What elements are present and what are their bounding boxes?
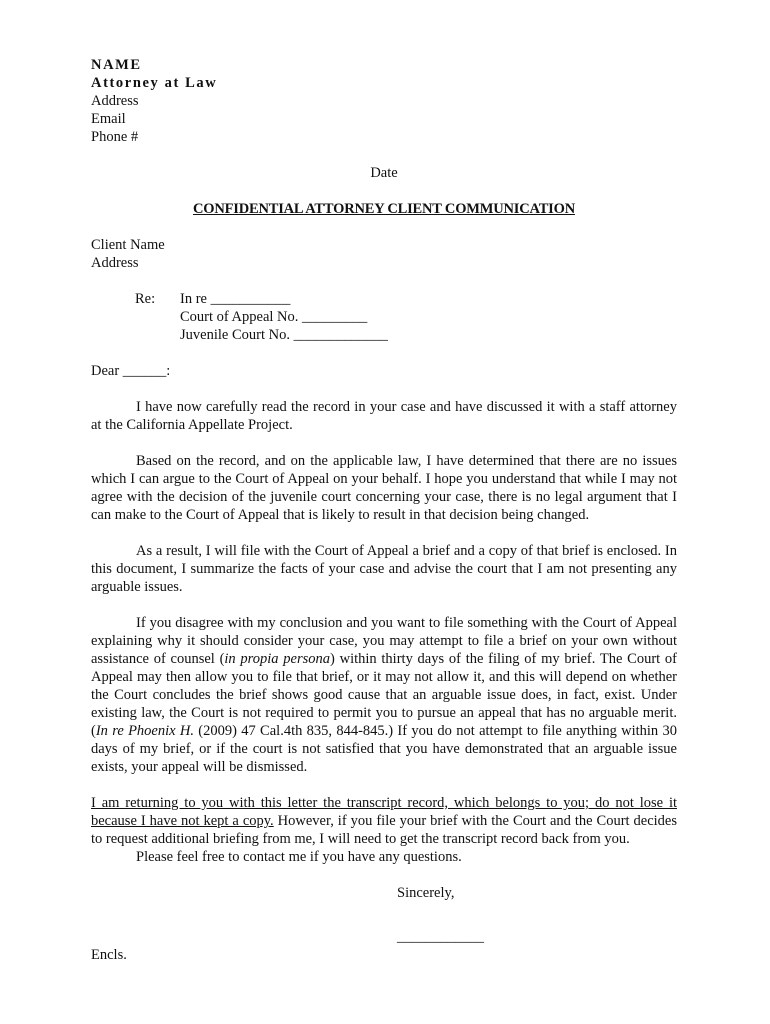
- paragraph-5: [91, 794, 677, 848]
- re-case-name: In re ___________: [180, 291, 291, 307]
- salutation: Dear ______:: [91, 363, 171, 379]
- paragraph-6: Please feel free to contact me if you have any questions.: [136, 849, 462, 865]
- paragraph-4-part-c: (2009) 47 Cal.4th 835, 844-845.) If you do not attempt to file anything within 30 days of my brief, or if the court is not satisfied that you have demonstrated that an arguable issue exists, your appeal will be dismissed.: [91, 723, 677, 775]
- paragraph-4: [91, 614, 677, 776]
- paragraph-5-underlined: I am returning to you with this letter the transcript record, which belongs to you; do not lose it because I have not kept a copy.: [91, 795, 677, 829]
- recipient-address: Address: [91, 255, 139, 271]
- closing: Sincerely,: [397, 885, 455, 901]
- re-appeal-number: Court of Appeal No. _________: [180, 309, 368, 325]
- paragraph-2: Based on the record, and on the applicable law, I have determined that there are no issues which I can argue to the Court of Appeal on your behalf. I hope you understand that while I may not agree with the decision of the juvenile court concerning your case, there is no legal argument that I can make to the Court of Appeal that is likely to result in that decision being changed.: [91, 453, 677, 523]
- paragraph-4-case-citation: In re Phoenix H.: [95, 723, 194, 739]
- re-block: [135, 290, 677, 344]
- attorney-title: Attorney at Law: [91, 75, 218, 91]
- attorney-name: NAME: [91, 57, 142, 73]
- signature-line: ____________: [397, 929, 484, 945]
- letter-date: Date: [370, 165, 398, 181]
- attorney-phone: Phone #: [91, 129, 139, 145]
- attorney-address: Address: [91, 93, 139, 109]
- letter-page: [91, 56, 677, 964]
- paragraph-5-rest: However, if you file your brief with the Court and the Court decides to request additional briefing from me, I will need to get the transcript record back from you.: [91, 813, 677, 847]
- paragraph-4-latin-term: in propia persona: [224, 651, 331, 667]
- attorney-email: Email: [91, 111, 126, 127]
- paragraph-3: As a result, I will file with the Court of Appeal a brief and a copy of that brief is enclosed. In this document, I summarize the facts of your case and advise the court that I am not presenting any arguable issues.: [91, 543, 677, 595]
- re-label: Re:: [135, 291, 156, 307]
- letter-heading: CONFIDENTIAL ATTORNEY CLIENT COMMUNICATION: [193, 201, 575, 217]
- paragraph-1: I have now carefully read the record in your case and have discussed it with a staff attorney at the California Appellate Project.: [91, 399, 677, 433]
- paragraph-4-part-a: If you disagree with my conclusion and you want to file something with the Court of Appeal explaining why it should consider your case, you may attempt to file a brief on your own without assistance of counsel (: [91, 615, 677, 667]
- paragraph-4-part-b: ) within thirty days of the filing of my brief. The Court of Appeal may then allow you to file that brief, or it may not allow it, and this will depend on whether the Court concludes the brief shows good cause that an arguable issue does, in fact, exist. Under existing law, the Court is not required to permit you to pursue an appeal that has no arguable merit. (: [91, 651, 677, 739]
- re-juvenile-number: Juvenile Court No. _____________: [180, 327, 388, 343]
- recipient-name: Client Name: [91, 237, 165, 253]
- enclosures: Encls.: [91, 947, 127, 963]
